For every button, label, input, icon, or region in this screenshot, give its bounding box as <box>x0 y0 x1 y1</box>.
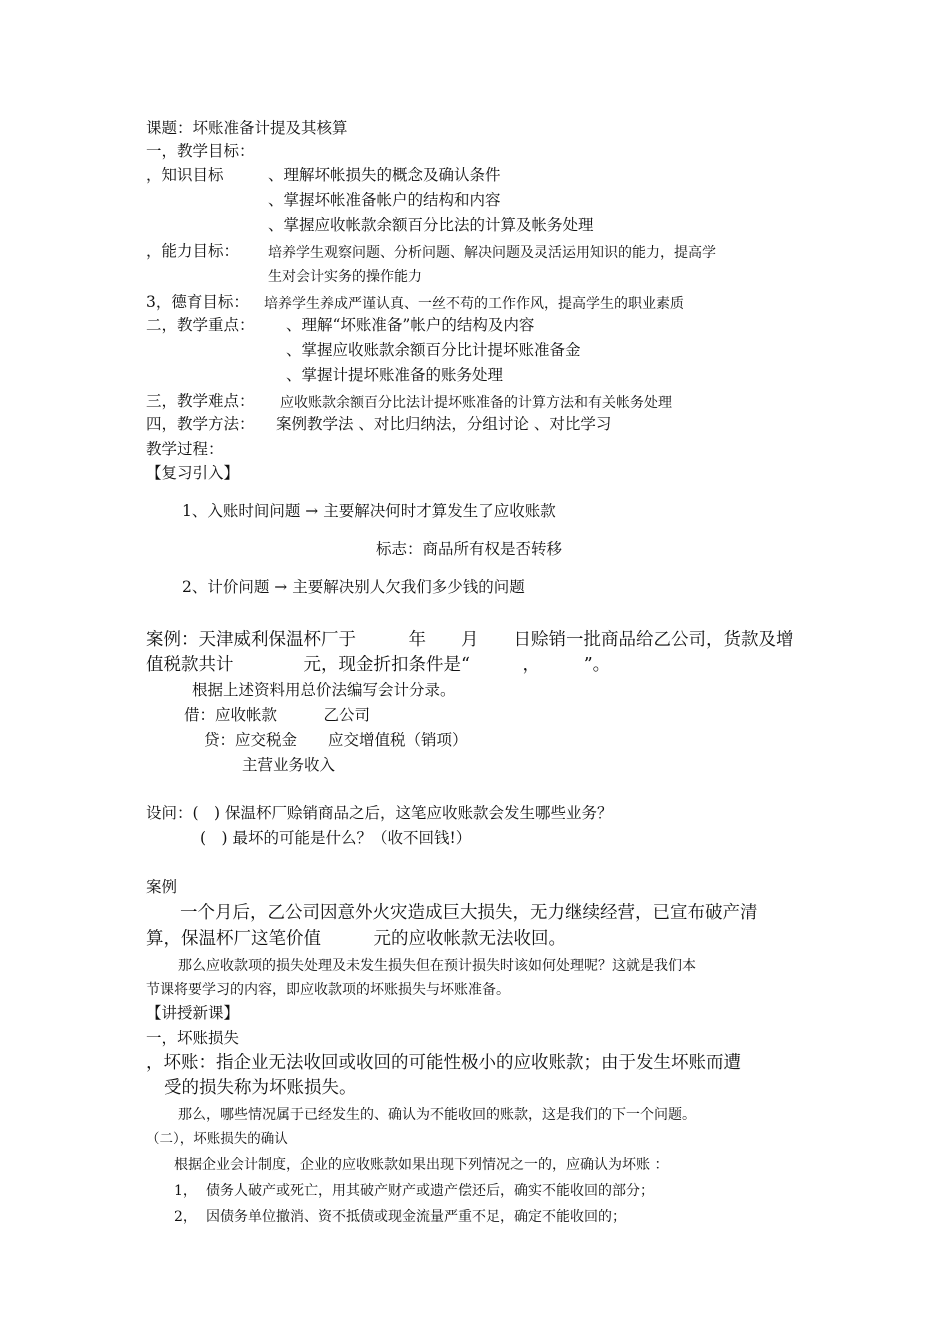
condition-number: 1， <box>174 1183 197 1199</box>
objectives-heading: 一，教学目标： <box>146 142 255 160</box>
case-text: 案例：天津威利保温杯厂于 年 月 日赊销一批商品给乙公司，货款及增 <box>146 630 794 650</box>
review-heading: 【复习引入】 <box>146 464 240 482</box>
journal-credit-line: 主营业务收入 <box>242 756 336 774</box>
knowledge-objective-item: 、掌握坏帐准备帐户的结构和内容 <box>268 191 501 209</box>
journal-credit: 贷：应交税金 应交增值税（销项） <box>204 731 468 749</box>
section-heading: 一，坏账损失 <box>146 1029 240 1047</box>
ability-objective-text: 培养学生观察问题、分析问题、解决问题及灵活运用知识的能力，提高学 <box>268 245 716 261</box>
key-point-item: 、掌握计提坏账准备的账务处理 <box>286 366 504 384</box>
methods-text: 案例教学法 、对比归纳法，分组讨论 、对比学习 <box>276 415 612 433</box>
methods-label: 四，教学方法： <box>146 415 255 433</box>
moral-objective-label: 3，德育目标： <box>146 293 249 311</box>
lesson-title: 课题：坏账准备计提及其核算 <box>146 119 348 137</box>
journal-debit: 借：应收帐款 乙公司 <box>184 706 371 724</box>
case2-text: 算，保温杯厂这笔价值 元的应收帐款无法收回。 <box>146 929 566 949</box>
case-text: 值税款共计 元，现金折扣条件是“ ， ”。 <box>146 655 611 675</box>
condition-number: 2， <box>174 1209 197 1225</box>
ability-objective-text: 生对会计实务的操作能力 <box>268 269 422 285</box>
bad-debt-definition: 受的损失称为坏账损失。 <box>164 1078 357 1098</box>
ability-objective-label: ，能力目标： <box>146 242 240 260</box>
knowledge-objective-label: ，知识目标 <box>146 166 224 184</box>
difficulty-text: 应收账款余额百分比法计提坏账准备的计算方法和有关帐务处理 <box>280 395 672 411</box>
difficulty-label: 三，教学难点： <box>146 392 255 410</box>
transition-text: 那么，哪些情况属于已经发生的、确认为不能收回的账款，这是我们的下一个问题。 <box>178 1107 696 1123</box>
condition-text: 因债务单位撤消、资不抵债或现金流量严重不足，确定不能收回的； <box>206 1209 626 1225</box>
key-point-item: 、理解“坏账准备”帐户的结构及内容 <box>286 316 535 334</box>
case-instruction: 根据上述资料用总价法编写会计分录。 <box>192 681 456 699</box>
intro-paragraph: 那么应收款项的损失处理及未发生损失但在预计损失时该如何处理呢？这就是我们本 <box>178 958 696 974</box>
review-item-2: 2、计价问题 → 主要解决别人欠我们多少钱的问题 <box>182 578 525 596</box>
moral-objective-text: 培养学生养成严谨认真、一丝不苟的工作作风，提高学生的职业素质 <box>264 296 684 312</box>
review-item-1: 1、入账时间问题 → 主要解决何时才算发生了应收账款 <box>182 502 556 520</box>
key-points-label: 二，教学重点： <box>146 316 255 334</box>
intro-paragraph: 节课将要学习的内容，即应收款项的坏账损失与坏账准备。 <box>146 982 510 998</box>
question-2: ( ) 最坏的可能是什么？（收不回钱!） <box>200 829 472 847</box>
case2-text: 一个月后，乙公司因意外火灾造成巨大损失，无力继续经营，已宣布破产清 <box>180 903 758 923</box>
process-heading: 教学过程： <box>146 440 224 458</box>
question-1: 设问：( ) 保温杯厂赊销商品之后，这笔应收账款会发生哪些业务？ <box>146 804 613 822</box>
condition-text: 债务人破产或死亡，用其破产财产或遗产偿还后，确实不能收回的部分； <box>206 1183 654 1199</box>
knowledge-objective-item: 、掌握应收帐款余额百分比法的计算及帐务处理 <box>268 216 594 234</box>
knowledge-objective-item: 、理解坏帐损失的概念及确认条件 <box>268 166 501 184</box>
bad-debt-definition: ，坏账：指企业无法收回或收回的可能性极小的应收账款；由于发生坏账而遭 <box>146 1053 741 1073</box>
key-point-item: 、掌握应收账款余额百分比计提坏账准备金 <box>286 341 581 359</box>
subsection-heading: （二），坏账损失的确认 <box>146 1131 288 1147</box>
new-lesson-heading: 【讲授新课】 <box>146 1004 240 1022</box>
recognition-basis: 根据企业会计制度，企业的应收账款如果出现下列情况之一的，应确认为坏账 ： <box>174 1157 669 1173</box>
case2-heading: 案例 <box>146 878 178 896</box>
review-item-1-sign: 标志：商品所有权是否转移 <box>376 540 563 558</box>
